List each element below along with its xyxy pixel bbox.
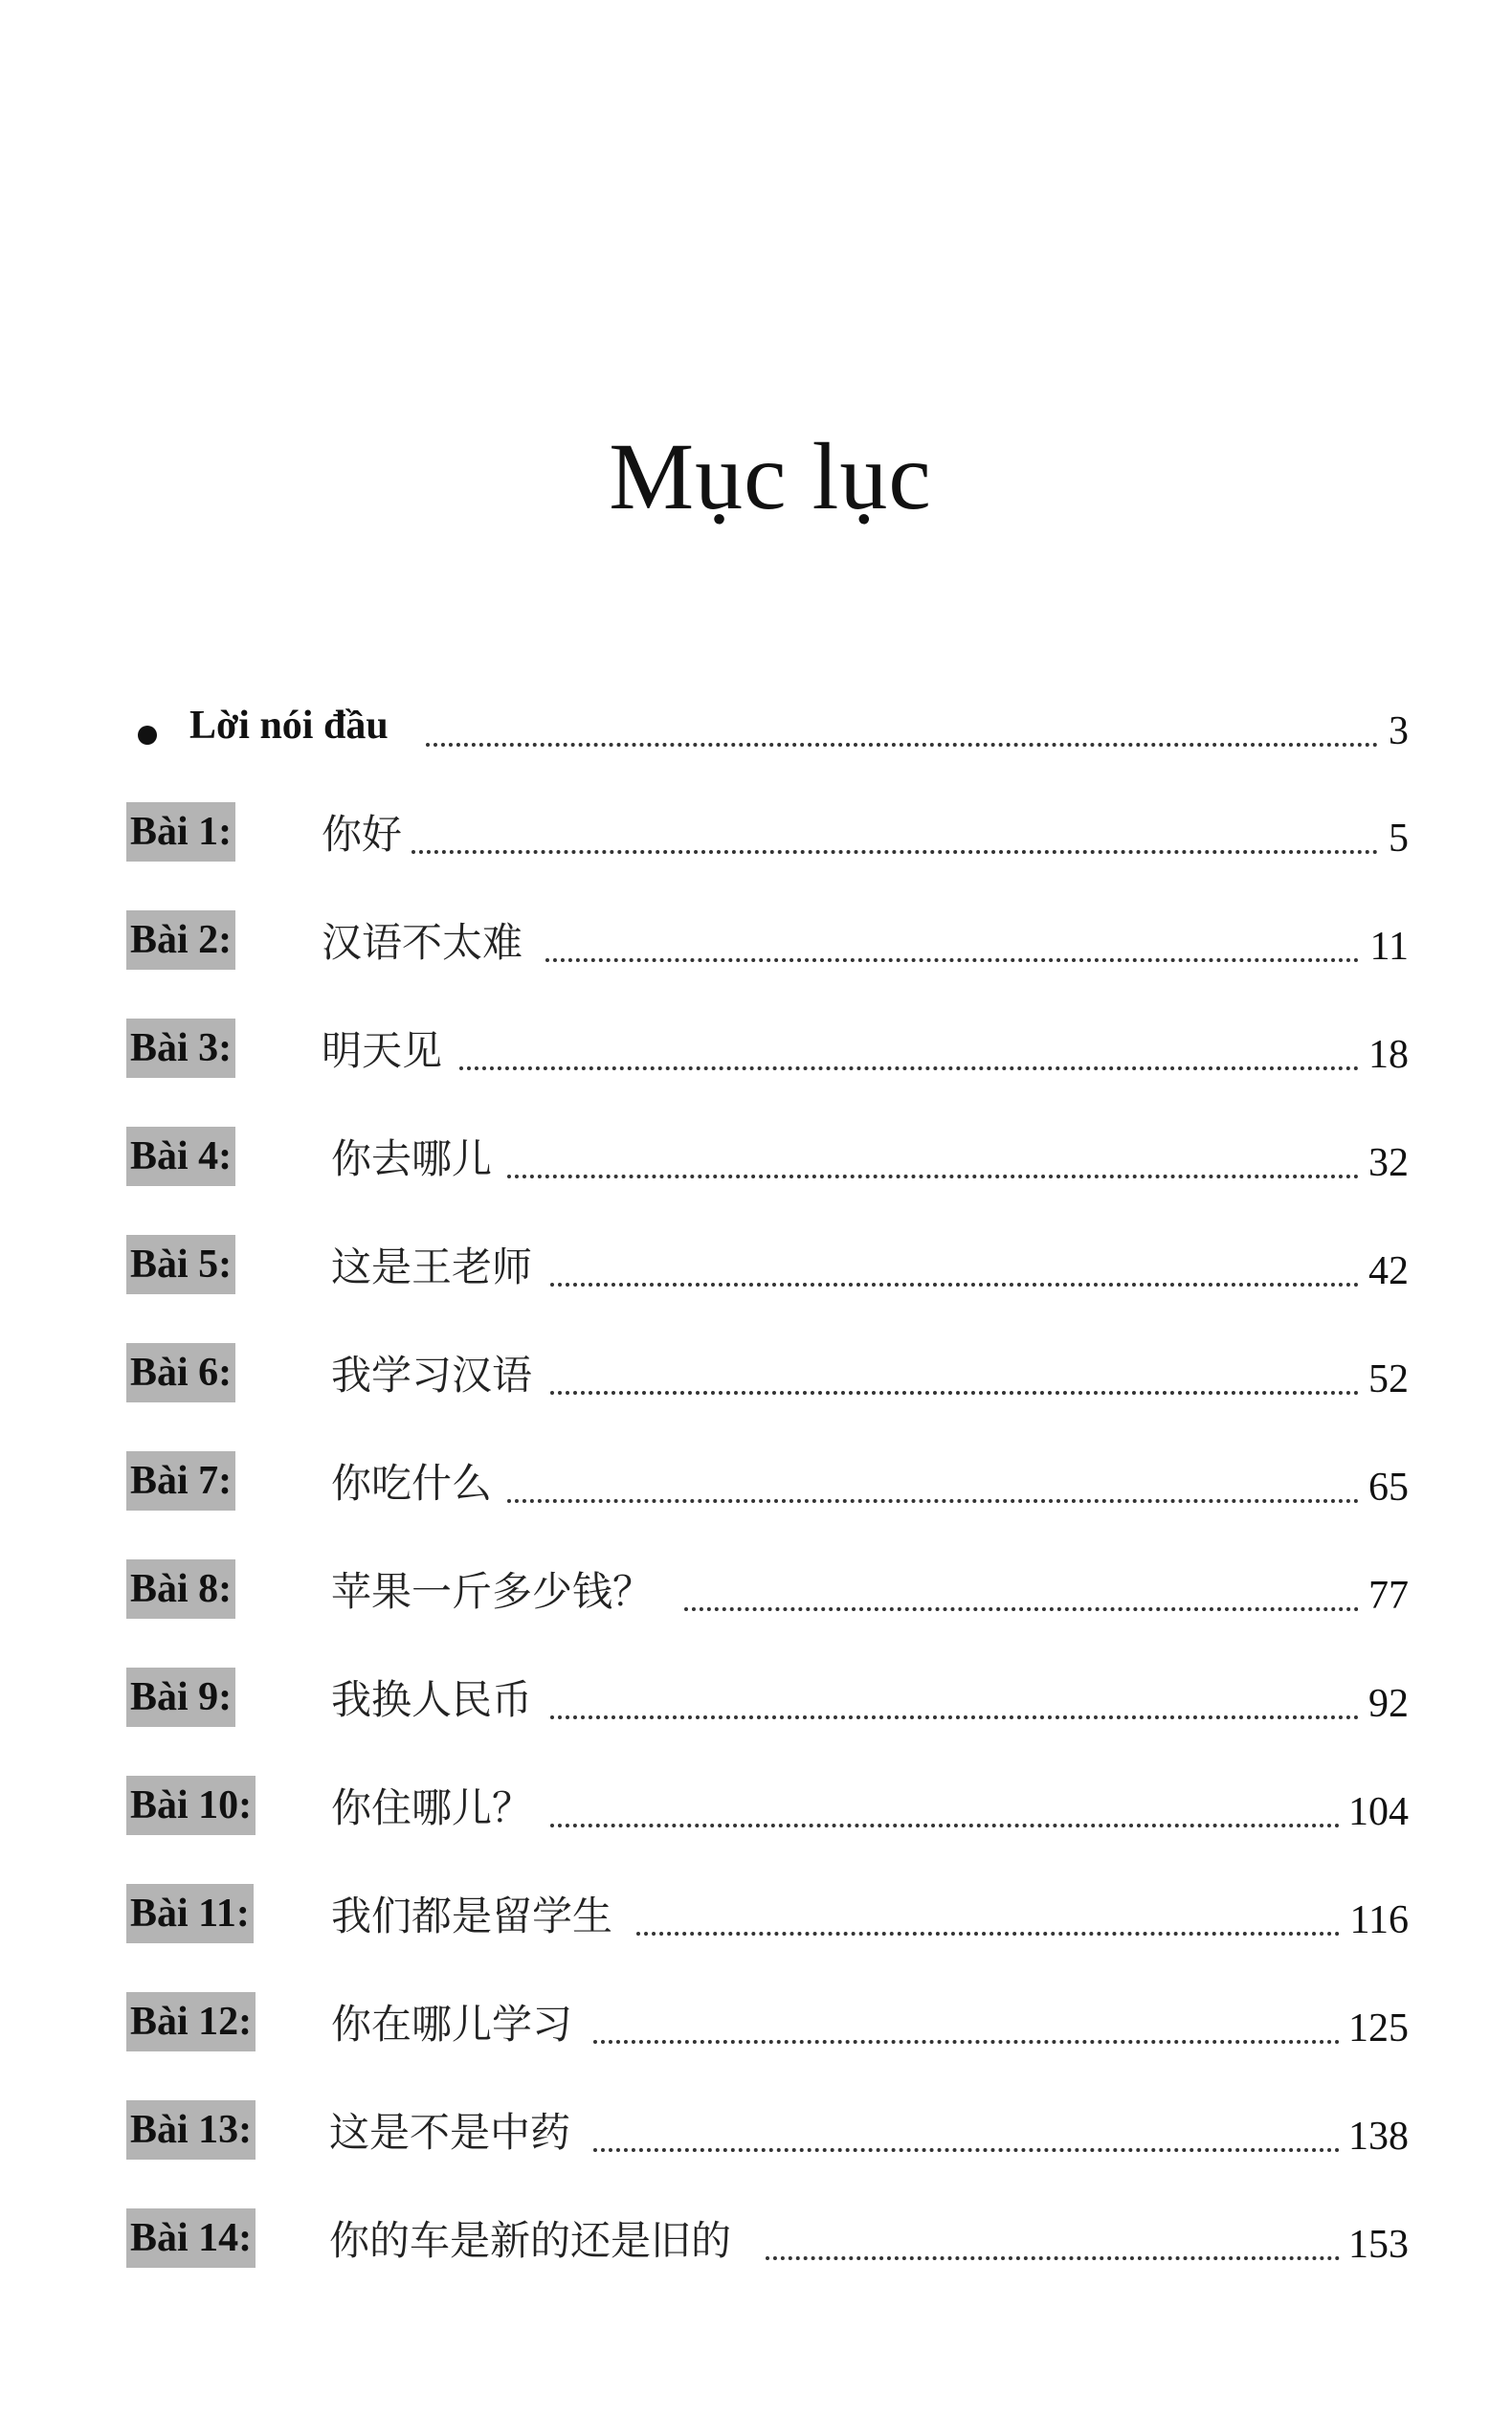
toc-entry-preface[interactable] (0, 689, 1512, 766)
lesson-label: Bài 8: (126, 1559, 235, 1619)
lesson-label: Bài 1: (126, 802, 235, 862)
bullet-icon (138, 726, 157, 745)
toc-entry-lesson-4[interactable] (0, 1121, 1512, 1198)
page-number: 116 (1343, 1892, 1409, 1949)
dot-leader (459, 1066, 1359, 1070)
lesson-title: 你去哪儿 (331, 1131, 500, 1188)
lesson-title: 我们都是留学生 (331, 1888, 620, 1945)
page-number: 18 (1361, 1026, 1409, 1084)
dot-leader (766, 2256, 1340, 2260)
toc-entry-lesson-2[interactable] (0, 905, 1512, 981)
lesson-label: Bài 7: (126, 1451, 235, 1511)
toc-entry-lesson-12[interactable] (0, 1986, 1512, 2063)
lesson-title: 你吃什么 (331, 1455, 500, 1512)
toc-entry-lesson-7[interactable] (0, 1445, 1512, 1522)
dot-leader (550, 1715, 1359, 1719)
page-number: 153 (1341, 2216, 1409, 2274)
lesson-label: Bài 6: (126, 1343, 235, 1402)
toc-entry-lesson-3[interactable] (0, 1013, 1512, 1089)
page-number: 104 (1341, 1783, 1409, 1841)
lesson-label: Bài 11: (126, 1884, 254, 1943)
lesson-title: 你的车是新的还是旧的 (329, 2212, 739, 2270)
page-number: 125 (1341, 2000, 1409, 2057)
dot-leader (411, 850, 1378, 854)
lesson-title: 明天见 (322, 1022, 450, 1080)
page-title: Mục lục (609, 423, 932, 529)
toc-entry-lesson-11[interactable] (0, 1878, 1512, 1955)
lesson-title: 你在哪儿学习 (331, 1996, 580, 2053)
dot-leader (550, 1283, 1359, 1287)
dot-leader (507, 1175, 1359, 1178)
dot-leader (636, 1932, 1340, 1936)
lesson-title: 汉语不太难 (322, 914, 530, 972)
lesson-label: Bài 9: (126, 1668, 235, 1727)
dot-leader (593, 2148, 1340, 2152)
dot-leader (593, 2040, 1340, 2044)
lesson-label: Bài 14: (126, 2208, 256, 2268)
lesson-title: 苹果一斤多少钱？ (331, 1563, 660, 1621)
page-number: 65 (1361, 1459, 1409, 1516)
lesson-label: Bài 3: (126, 1019, 235, 1078)
lesson-title: 我学习汉语 (331, 1347, 540, 1404)
page-number: 11 (1363, 918, 1409, 975)
toc-entry-lesson-8[interactable] (0, 1554, 1512, 1630)
toc-entry-lesson-1[interactable] (0, 796, 1512, 873)
page-number: 3 (1381, 703, 1409, 760)
dot-leader (507, 1499, 1359, 1503)
toc-entry-lesson-13[interactable] (0, 2095, 1512, 2171)
page-number: 42 (1361, 1243, 1409, 1300)
page-number: 138 (1341, 2108, 1409, 2165)
page-number: 5 (1381, 810, 1409, 867)
lesson-label: Bài 13: (126, 2100, 256, 2160)
lesson-label: Bài 12: (126, 1992, 256, 2051)
dot-leader (684, 1607, 1359, 1611)
toc-entry-lesson-14[interactable] (0, 2203, 1512, 2279)
toc-entry-lesson-10[interactable] (0, 1770, 1512, 1847)
lesson-label: Bài 2: (126, 910, 235, 970)
page-number: 32 (1361, 1134, 1409, 1192)
toc-entry-lesson-5[interactable] (0, 1229, 1512, 1306)
lesson-label: Bài 5: (126, 1235, 235, 1294)
lesson-title: 你住哪儿？ (331, 1780, 540, 1837)
lesson-label: Bài 4: (126, 1127, 235, 1186)
lesson-title: 你好 (322, 806, 410, 863)
toc-entry-lesson-6[interactable] (0, 1337, 1512, 1414)
dot-leader (426, 743, 1378, 747)
lesson-title: 我换人民币 (331, 1671, 540, 1729)
page-number: 52 (1361, 1351, 1409, 1408)
lesson-title: 这是王老师 (331, 1239, 540, 1296)
toc-entry-lesson-9[interactable] (0, 1662, 1512, 1738)
page-number: 92 (1361, 1675, 1409, 1733)
page-number: 77 (1361, 1567, 1409, 1625)
dot-leader (550, 1391, 1359, 1395)
preface-label: Lời nói đầu (189, 704, 389, 748)
lesson-label: Bài 10: (126, 1776, 256, 1835)
lesson-title: 这是不是中药 (329, 2104, 578, 2162)
dot-leader (545, 958, 1359, 962)
dot-leader (550, 1824, 1340, 1827)
